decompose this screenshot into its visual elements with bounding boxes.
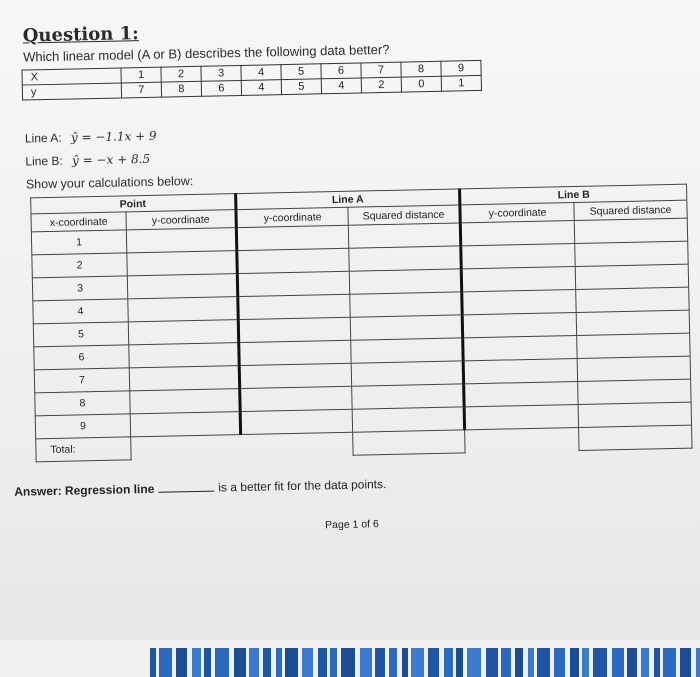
- stripe-bar: [375, 648, 385, 677]
- total-label: Total:: [36, 437, 131, 462]
- stripe-bar: [467, 648, 481, 677]
- y-value: 6: [201, 80, 241, 96]
- row-x-value: 2: [32, 253, 127, 278]
- cell: [241, 432, 353, 457]
- stripe-bar: [570, 648, 579, 677]
- cell: [577, 333, 690, 358]
- cell: [348, 223, 460, 248]
- cell: [237, 271, 349, 296]
- stripe-bar: [501, 648, 511, 677]
- stripe-bar: [428, 648, 439, 677]
- cell: [576, 310, 689, 335]
- cell: [462, 313, 576, 338]
- cell: [129, 366, 239, 391]
- cell: [349, 246, 461, 271]
- x-value: 2: [161, 66, 201, 82]
- stripe-bar: [150, 648, 156, 677]
- x-row-label: X: [22, 68, 121, 85]
- stripe-bar: [486, 648, 498, 677]
- question-prompt: Which linear model (A or B) describes the following data better?: [23, 41, 390, 65]
- answer-suffix: is a better fit for the data points.: [218, 477, 387, 495]
- cell: [351, 338, 463, 363]
- stripe-bar: [318, 648, 327, 677]
- stripe-bar: [612, 648, 624, 677]
- stripe-bar: [680, 648, 691, 677]
- line-b-group-header: Line B: [460, 184, 687, 205]
- row-x-value: 8: [35, 391, 130, 416]
- cell: [464, 381, 578, 406]
- stripe-bar: [456, 648, 463, 677]
- cell: [350, 315, 462, 340]
- cell: [127, 251, 237, 276]
- point-group-header: Point: [31, 194, 236, 214]
- stripe-bar: [654, 648, 660, 677]
- stripe-bar: [528, 648, 534, 677]
- cell: [130, 412, 240, 437]
- cell: [236, 225, 348, 250]
- cell: [127, 274, 237, 299]
- stripe-bar: [234, 648, 246, 677]
- background-stripe: [0, 640, 700, 677]
- page-number: Page 1 of 6: [324, 518, 379, 532]
- x-value: 8: [401, 61, 441, 77]
- cell: [574, 218, 687, 243]
- show-calculations-label: Show your calculations below:: [25, 173, 194, 192]
- cell: [465, 427, 579, 452]
- stripe-bar: [249, 648, 259, 677]
- y-value: 4: [321, 78, 361, 94]
- stripe-bar: [302, 648, 313, 677]
- line-b-label: Line B:: [25, 153, 63, 169]
- stripe-bar: [341, 648, 355, 677]
- y-value: 5: [281, 79, 321, 95]
- cell: [240, 409, 352, 434]
- x-value: 4: [241, 65, 281, 81]
- cell: [576, 287, 689, 312]
- line-b-total-cell: [579, 425, 692, 450]
- cell: [350, 292, 462, 317]
- stripe-bar: [696, 648, 700, 677]
- line-b-formula: ŷ = −x + 8.5: [71, 151, 151, 168]
- y-value: 1: [441, 75, 481, 91]
- cell: [238, 294, 350, 319]
- cell: [128, 297, 238, 322]
- x-value: 7: [361, 62, 401, 78]
- row-x-value: 4: [33, 299, 128, 324]
- col-header-line-b-y: y-coordinate: [460, 203, 574, 223]
- x-value: 1: [121, 67, 161, 83]
- stripe-bar: [627, 648, 637, 677]
- stripe-bar: [444, 648, 453, 677]
- cell: [237, 248, 349, 273]
- cell: [460, 221, 574, 246]
- cell: [462, 290, 576, 315]
- cell: [461, 267, 575, 292]
- line-a-formula: ŷ = −1.1x + 9: [70, 128, 157, 145]
- row-x-value: 5: [33, 322, 128, 347]
- stripe-bar: [641, 648, 649, 677]
- col-header-line-b-squared: Squared distance: [574, 200, 687, 220]
- stripe-bar: [215, 648, 229, 677]
- stripe-bar: [554, 648, 565, 677]
- stripe-bar: [537, 648, 550, 677]
- cell: [352, 407, 464, 432]
- answer-prefix: Answer: Regression line: [14, 481, 155, 499]
- x-value: 6: [321, 63, 361, 79]
- stripe-bar: [360, 648, 372, 677]
- stripe-bar: [402, 648, 408, 677]
- line-a-equation: [25, 129, 157, 146]
- line-b-equation: [25, 152, 150, 169]
- cell: [351, 361, 463, 386]
- y-value: 0: [401, 76, 441, 92]
- cell: [240, 386, 352, 411]
- x-value: 5: [281, 64, 321, 80]
- y-value: 8: [161, 81, 201, 97]
- col-header-y: y-coordinate: [126, 210, 236, 230]
- cell: [129, 343, 239, 368]
- answer-blank: [158, 491, 214, 493]
- question-title: Question 1:: [22, 23, 140, 47]
- y-value: 7: [121, 82, 161, 98]
- col-header-line-a-y: y-coordinate: [236, 207, 348, 227]
- row-x-value: 7: [34, 368, 129, 393]
- row-x-value: 1: [31, 230, 126, 255]
- stripe-bar: [159, 648, 172, 677]
- line-a-total-cell: [353, 430, 465, 455]
- stripe-bar: [276, 648, 282, 677]
- x-value: 3: [201, 65, 241, 81]
- stripe-bar: [204, 648, 211, 677]
- col-header-line-a-squared: Squared distance: [348, 205, 460, 225]
- stripe-bar: [411, 648, 424, 677]
- stripe-bar: [389, 648, 397, 677]
- data-table: [21, 60, 482, 101]
- cell: [461, 244, 575, 269]
- col-header-x: x-coordinate: [31, 212, 126, 232]
- y-value: 2: [361, 77, 401, 93]
- y-value: 4: [241, 80, 281, 96]
- cell: [238, 317, 350, 342]
- cell: [352, 384, 464, 409]
- cell: [578, 379, 691, 404]
- cell: [464, 404, 578, 429]
- cell: [126, 228, 236, 253]
- stripe-bar: [593, 648, 607, 677]
- cell: [130, 389, 240, 414]
- stripe-bar: [285, 648, 298, 677]
- stripe-bar: [515, 648, 523, 677]
- row-x-value: 3: [32, 276, 127, 301]
- y-row-label: y: [22, 83, 121, 100]
- stripe-bar: [192, 648, 201, 677]
- line-a-label: Line A:: [24, 130, 62, 146]
- calculation-table: [30, 184, 692, 463]
- stripe-bar: [663, 648, 676, 677]
- cell: [575, 264, 688, 289]
- row-x-value: 6: [34, 345, 129, 370]
- stripe-bar: [176, 648, 187, 677]
- answer-line: [14, 477, 386, 499]
- row-x-value: 9: [35, 414, 130, 439]
- stripe-bar: [263, 648, 271, 677]
- cell: [577, 356, 690, 381]
- cell: [128, 320, 238, 345]
- cell: [575, 241, 688, 266]
- stripe-bar: [582, 648, 589, 677]
- cell: [463, 335, 577, 360]
- stripe-bar: [330, 648, 337, 677]
- cell: [239, 363, 351, 388]
- cell: [239, 340, 351, 365]
- cell: [349, 269, 461, 294]
- cell: [131, 435, 241, 460]
- x-value: 9: [441, 60, 481, 76]
- cell: [578, 402, 691, 427]
- cell: [463, 358, 577, 383]
- line-a-group-header: Line A: [236, 189, 460, 210]
